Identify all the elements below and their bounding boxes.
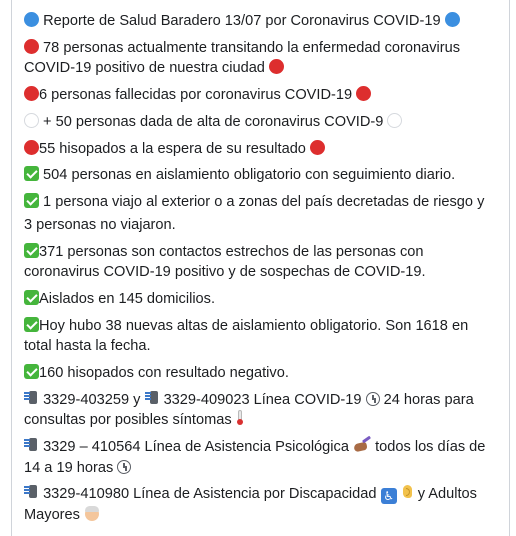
post-line-recovered	[24, 112, 496, 133]
older-person-icon	[84, 505, 100, 521]
red-circle-icon	[310, 140, 325, 155]
thermometer-icon	[236, 410, 244, 426]
red-circle-icon	[269, 59, 284, 74]
post-line-close-contacts	[24, 242, 496, 283]
post-line-travel	[24, 192, 496, 213]
post-text: + 50 personas dada de alta de coronavirus COVID-9	[39, 113, 384, 130]
red-circle-icon	[24, 140, 39, 155]
post-text: 3329 – 410564 Línea de Asistencia Psicológica	[43, 439, 354, 456]
ear-icon	[401, 484, 414, 500]
post-text: 1 persona viajo al exterior o a zonas del país decretadas de riesgo y	[39, 194, 485, 211]
post-text: 3329-403259 y	[43, 391, 145, 408]
post-text: Hoy hubo 38 nuevas altas de aislamiento obligatorio. Son 1618 en total hasta la fecha.	[24, 317, 469, 355]
post-text: 504 personas en aislamiento obligatorio con seguimiento diario.	[39, 167, 456, 184]
check-mark-icon	[24, 243, 39, 258]
check-mark-icon	[24, 193, 39, 208]
post-text: 24 horas para consultas por posibles síntomas	[24, 391, 474, 429]
white-circle-icon	[387, 113, 402, 128]
post-line-pending-swabs	[24, 139, 496, 160]
check-mark-icon	[24, 166, 39, 181]
blue-circle-icon	[24, 12, 39, 27]
writing-hand-icon	[353, 438, 371, 453]
post-text: todos los días de 14 a 19 horas	[24, 439, 486, 476]
post-body	[24, 11, 496, 532]
post-line-no-travel	[24, 215, 496, 236]
red-circle-icon	[24, 86, 39, 101]
post-text: 3 personas no viajaron.	[24, 216, 176, 233]
blue-circle-icon	[445, 12, 460, 27]
check-mark-icon	[24, 317, 39, 332]
post-text: Aislados en 145 domicilios.	[39, 290, 216, 307]
post-text: 3329-410980 Línea de Asistencia por Discapacidad	[43, 486, 381, 503]
post-line-report-title	[24, 11, 496, 32]
post-line-deaths	[24, 85, 496, 106]
post-text: 160 hisopados con resultado negativo.	[39, 364, 289, 381]
phone-icon	[24, 437, 39, 453]
post-text: 6 personas fallecidas por coronavirus COVID-19	[39, 87, 353, 104]
post-text: 78 personas actualmente transitando la enfermedad coronavirus COVID-19 positivo de nuestra ciudad	[24, 39, 461, 77]
clock-icon	[117, 460, 131, 474]
phone-icon	[24, 484, 39, 500]
post-line-households	[24, 289, 496, 310]
phone-icon	[145, 390, 160, 406]
post-text: Reporte de Salud Baradero 13/07 por Coronavirus COVID-19	[43, 13, 441, 29]
check-mark-icon	[24, 290, 39, 305]
post-line-negative-swabs	[24, 363, 496, 384]
post-text: 3329-409023 Línea COVID-19	[163, 391, 366, 408]
post-text: 371 personas son contactos estrechos de las personas con coronavirus COVID-19 positivo y de sospechas de COVID-19.	[24, 243, 426, 281]
red-circle-icon	[24, 39, 39, 54]
post-line-psych-hotline	[24, 437, 496, 478]
clock-icon	[366, 392, 380, 406]
wheelchair-icon: ♿	[381, 488, 397, 504]
post-line-isolation	[24, 165, 496, 186]
red-circle-icon	[356, 86, 371, 101]
post-line-new-discharges	[24, 316, 496, 357]
post-text: y Adultos Mayores	[24, 486, 477, 523]
post-line-disability-hotline	[24, 484, 496, 525]
white-circle-icon	[24, 113, 39, 128]
post-line-covid-hotline	[24, 390, 496, 431]
post-text: 55 hisopados a la espera de su resultado	[39, 140, 306, 157]
phone-icon	[24, 390, 39, 406]
check-mark-icon	[24, 364, 39, 379]
post-line-active-cases	[24, 38, 496, 79]
